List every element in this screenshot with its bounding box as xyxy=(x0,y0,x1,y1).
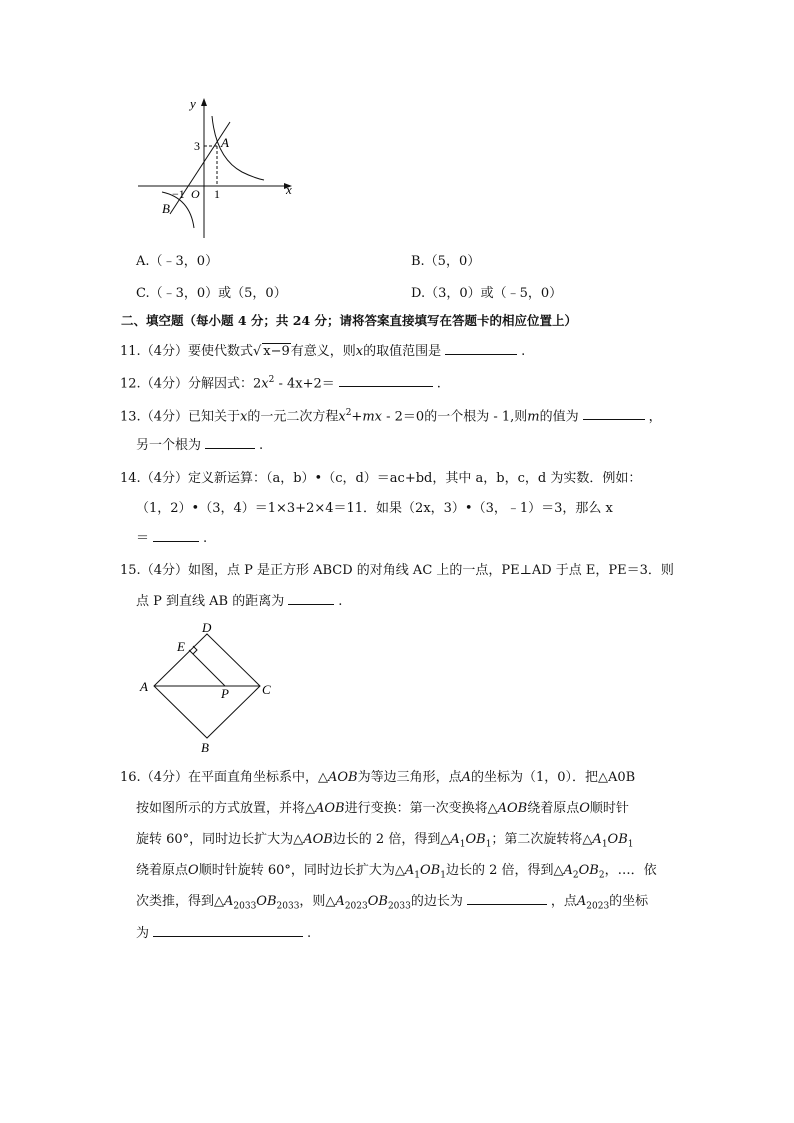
question-14 xyxy=(120,471,641,487)
q12-text-pre: 分解因式：2 xyxy=(187,376,262,392)
q16-l3h-sub: 1 xyxy=(627,839,634,850)
q16-l3b: AOB xyxy=(303,832,333,847)
q13-mx: mx xyxy=(362,409,382,425)
q16-l4a: 绕着原点 xyxy=(136,863,189,878)
q13-m: m xyxy=(527,409,540,425)
q13-text-mid1: 的一元二次方程 xyxy=(247,409,339,425)
question-14-line-3 xyxy=(136,531,207,547)
q16-l3f: ；第二次旋转将△ xyxy=(491,832,593,847)
question-13 xyxy=(120,408,662,425)
axis-x-label: x xyxy=(286,182,292,197)
q16-l2e: 绕着原点 xyxy=(527,801,580,816)
q15-line2: 点 P 到直线 AB 的距离为 xyxy=(136,594,285,609)
graph-figure xyxy=(132,92,302,242)
q16-l3g: A xyxy=(592,832,602,847)
square-figure xyxy=(132,618,282,760)
q16-end: . xyxy=(307,926,312,941)
section-title: 二、填空题（每小题 4 分；共 24 分；请将答案直接填写在答题卡的相应位置上） xyxy=(121,313,578,328)
q11-score: （4分） xyxy=(140,344,188,359)
q15-answer-blank[interactable] xyxy=(288,603,334,605)
q16-l2g: 顺时针 xyxy=(589,801,629,816)
q16-l3g-sub: 1 xyxy=(601,839,608,850)
label-c: C xyxy=(262,682,271,697)
q12-number: 12. xyxy=(120,376,141,392)
q16-l1c: 为等边三角形，点 xyxy=(357,770,462,785)
q13-number: 13. xyxy=(120,409,141,425)
q16-l4g-sub: 2 xyxy=(572,870,579,881)
q16-l3a: 旋转 60°，同时边长扩大为△ xyxy=(136,832,304,847)
q14-number: 14. xyxy=(120,471,141,486)
q16-l3d: A xyxy=(450,832,460,847)
q15-end: . xyxy=(338,594,343,609)
question-16 xyxy=(120,770,635,786)
question-16-line-4 xyxy=(136,863,657,881)
question-16-line-5 xyxy=(136,894,648,912)
q14-answer-blank[interactable] xyxy=(153,540,199,542)
q16-l1b: AOB xyxy=(327,770,358,785)
q16-l4e: OB xyxy=(420,863,441,878)
q16-l1a: 在平面直角坐标系中，△ xyxy=(187,770,328,785)
q11-radicand: x−9 xyxy=(263,344,290,359)
q16-l4b: O xyxy=(188,863,199,878)
label-a: A xyxy=(140,679,148,694)
q11-end: . xyxy=(521,344,526,359)
q14-line1: 定义新运算：（a，b）•（c，d）＝ac+bd，其中 a，b，c，d 为实数．例如： xyxy=(187,471,642,486)
q16-l5i: A xyxy=(576,894,587,909)
q16-l5a: 次类推，得到△ xyxy=(136,894,224,909)
option-a: A.（﹣3，0） xyxy=(136,254,219,269)
q16-answer-blank-2[interactable] xyxy=(153,935,303,937)
q16-l4i: ，…．依 xyxy=(604,863,657,878)
segment-pe xyxy=(189,650,225,686)
q16-l5b: A xyxy=(224,894,234,909)
tick-x-1: 1 xyxy=(214,187,220,201)
q16-score: （4分） xyxy=(140,770,188,785)
sqrt-icon: √ xyxy=(252,344,262,359)
q13-text-pre: 已知关于 xyxy=(187,409,240,425)
label-e: E xyxy=(177,639,185,654)
q13-text-mid2: - 2＝0的一个根为 - 1,则 xyxy=(382,409,528,425)
q16-l3e-sub: 1 xyxy=(485,839,492,850)
q16-l5c-sub: 2033 xyxy=(276,901,300,912)
q16-l3e: OB xyxy=(465,832,486,847)
q16-l5d: ，则△ xyxy=(299,894,336,909)
q12-x: x xyxy=(261,376,269,392)
q16-l3d-sub: 1 xyxy=(459,839,466,850)
q14-end: . xyxy=(203,531,208,546)
option-b: B.（5，0） xyxy=(411,254,481,269)
q11-text-post: 的取值范围是 xyxy=(363,344,442,359)
q11-answer-blank[interactable] xyxy=(445,353,517,355)
question-16-line-2 xyxy=(136,801,629,817)
tick-x-neg1: −1 xyxy=(172,187,185,201)
q16-l5i-sub: 2023 xyxy=(586,901,610,912)
q16-l2f: O xyxy=(579,801,590,816)
q12-text-rest: - 4x+2＝ xyxy=(274,376,335,392)
q12-end: . xyxy=(436,376,441,392)
q16-l4h: OB xyxy=(578,863,599,878)
question-16-line-3 xyxy=(136,832,634,850)
q16-l5c: OB xyxy=(256,894,277,909)
q16-l5f: OB xyxy=(367,894,388,909)
label-p: P xyxy=(221,686,229,701)
label-b: B xyxy=(201,740,209,755)
q16-l3c: 边长的 2 倍，得到△ xyxy=(332,832,451,847)
q15-score: （4分） xyxy=(140,563,188,578)
question-14-line-2 xyxy=(136,501,613,517)
tick-y-3: 3 xyxy=(194,139,200,153)
q15-line1: 如图，点 P 是正方形 ABCD 的对角线 AC 上的一点，PE⊥AD 于点 E，PE＝3．则 xyxy=(187,563,674,578)
question-15 xyxy=(120,563,674,579)
q16-l2b: AOB xyxy=(315,801,345,816)
q13-end2: . xyxy=(259,438,264,453)
question-15-line-2 xyxy=(136,594,342,610)
axis-y-label: y xyxy=(190,96,196,111)
q15-number: 15. xyxy=(120,563,141,578)
q13-answer-blank-2[interactable] xyxy=(205,447,255,449)
hyperbola-branch-1 xyxy=(212,116,264,180)
q16-l5e-sub: 2023 xyxy=(344,901,368,912)
q13-exp: 2 xyxy=(345,408,352,418)
q11-var: x xyxy=(355,344,364,359)
q13-score: （4分） xyxy=(140,409,188,425)
q16-l4h-sub: 2 xyxy=(598,870,605,881)
question-13-line-2 xyxy=(136,438,263,454)
q13-answer-blank-1[interactable] xyxy=(583,418,645,420)
q11-text-pre: 要使代数式 xyxy=(187,344,253,359)
point-a-label: A xyxy=(221,135,229,150)
q16-l4d-sub: 1 xyxy=(414,870,420,881)
q16-l4d: A xyxy=(404,863,415,878)
label-d: D xyxy=(202,620,212,635)
right-angle-mark xyxy=(193,646,197,654)
q16-l4g: A xyxy=(563,863,573,878)
q16-l2c: 进行变换：第一次变换将△ xyxy=(344,801,498,816)
q14-score: （4分） xyxy=(140,471,188,486)
q16-l5b-sub: 2033 xyxy=(233,901,257,912)
q13-line2: 另一个根为 xyxy=(136,438,202,453)
q16-l1e: 的坐标为（1，0）．把△A0B xyxy=(470,770,636,785)
q16-l5e: A xyxy=(335,894,345,909)
q16-l2d: AOB xyxy=(497,801,528,816)
q16-l5g: 的边长为 xyxy=(410,894,463,909)
option-c: C.（﹣3，0）或（5，0） xyxy=(136,286,287,301)
q13-plus: + xyxy=(351,409,363,425)
q12-score: （4分） xyxy=(140,376,188,392)
q13-end1: ， xyxy=(648,409,662,425)
q16-l3h: OB xyxy=(607,832,628,847)
y-axis-arrow xyxy=(201,98,207,106)
q13-var: x xyxy=(239,409,248,425)
q16-l4c: 顺时针旋转 60°，同时边长扩大为△ xyxy=(198,863,405,878)
q16-l1d: A xyxy=(461,770,471,785)
q11-text-mid: 有意义，则 xyxy=(290,344,356,359)
q16-l5j: 的坐标 xyxy=(609,894,649,909)
q16-l2a: 按如图所示的方式放置，并将△ xyxy=(136,801,315,816)
q16-number: 16. xyxy=(120,770,141,785)
q16-l4f: 边长的 2 倍，得到△ xyxy=(445,863,564,878)
q14-line2: （1，2）•（3，4）＝1×3+2×4＝11．如果（2x，3）•（3，﹣1）＝3，那么 x xyxy=(136,501,613,516)
q16-answer-blank-1[interactable] xyxy=(467,903,547,905)
q12-exp: 2 xyxy=(268,375,275,385)
q16-l6a: 为 xyxy=(136,926,150,941)
point-b-label: B xyxy=(162,201,170,216)
question-16-line-6 xyxy=(136,926,311,942)
q13-text-mid3: 的值为 xyxy=(539,409,579,425)
q11-number: 11. xyxy=(120,344,141,359)
q16-l4e-sub: 1 xyxy=(440,870,446,881)
question-11 xyxy=(120,343,525,360)
question-12 xyxy=(120,375,441,392)
q14-line3: ＝ xyxy=(136,531,150,546)
q13-x2: x xyxy=(338,409,346,425)
q16-l5h: ，点 xyxy=(550,894,577,909)
option-d: D.（3，0）或（﹣5，0） xyxy=(411,286,563,301)
origin-label: O xyxy=(191,187,200,201)
q16-l5f-sub: 2033 xyxy=(387,901,411,912)
q12-answer-blank[interactable] xyxy=(339,385,433,387)
